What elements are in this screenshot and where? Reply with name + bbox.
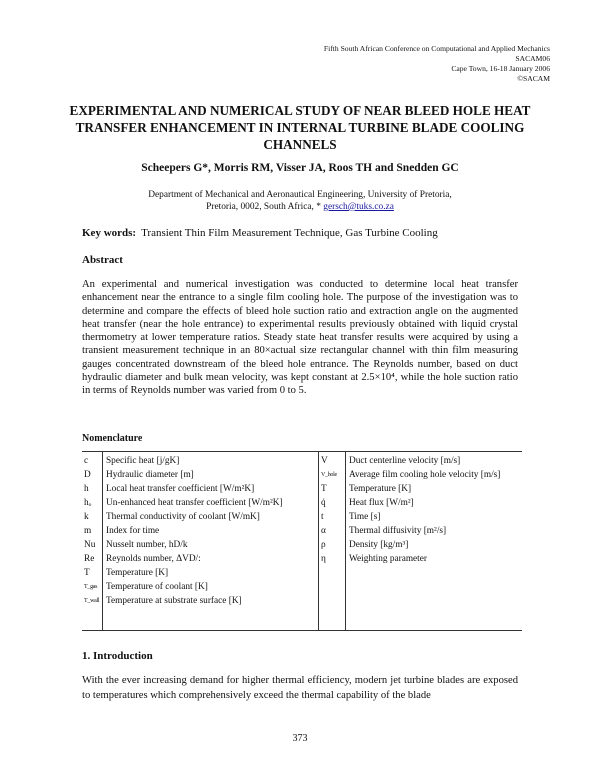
nomenclature-symbol: T_gas [84,584,98,590]
page-number: 373 [292,733,308,744]
nomenclature-symbol: m [84,526,92,536]
affiliation-line: Pretoria, 0002, South Africa, * [206,202,321,212]
nomenclature-description: Temperature [K] [106,568,169,578]
nomenclature-description: Duct centerline velocity [m/s] [349,456,461,466]
nomenclature-description: Local heat transfer coefficient [W/m²K] [106,484,255,494]
nomenclature-symbol: D [84,470,91,480]
nomenclature-symbol: h [84,484,89,494]
keywords-label: Key words: [82,227,137,239]
nomenclature-description: Temperature [K] [349,484,412,494]
nomenclature-description: Un-enhanced heat transfer coefficient [W/m²K] [106,498,283,508]
nomenclature-symbol: q̇ [321,498,326,508]
nomenclature-description: Heat flux [W/m²] [349,498,414,508]
nomenclature-symbol: V_hole [321,472,337,478]
left-symbols [84,454,102,608]
nomenclature-symbol: Nu [84,540,96,550]
right-descriptions [349,454,524,566]
nomenclature-symbol: V [321,456,328,466]
authors: Scheepers G*, Morris RM, Visser JA, Roos TH and Snedden GC [141,162,459,174]
nomenclature-description: Weighting parameter [349,554,427,564]
header-line: Fifth South African Conference on Computational and Applied Mechanics [323,44,550,53]
header-line: SACAM06 [515,54,550,63]
affiliation [60,189,540,213]
nomenclature-description: Temperature of coolant [K] [106,582,208,592]
paper-title: EXPERIMENTAL AND NUMERICAL STUDY OF NEAR BLEED HOLE HEAT TRANSFER ENHANCEMENT IN INTERNAL TURBINE BLADE COOLING CHANNELS [69,103,531,152]
nomenclature-description: Hydraulic diameter [m] [106,470,194,480]
nomenclature-description: Average film cooling hole velocity [m/s] [349,470,501,480]
nomenclature-table [82,451,522,631]
column-divider [102,452,103,630]
affiliation-line: Department of Mechanical and Aeronautical Engineering, University of Pretoria, [148,190,452,200]
email-link[interactable]: gersch@tuks.co.za [323,202,394,212]
nomenclature-description: Time [s] [349,512,381,522]
nomenclature-description: Index for time [106,526,160,536]
nomenclature-heading: Nomenclature [82,433,143,444]
nomenclature-symbol: k [84,512,89,522]
nomenclature-description: Thermal conductivity of coolant [W/mK] [106,512,260,522]
header-line: ©SACAM [517,74,550,83]
column-divider [345,452,346,630]
nomenclature-symbol: c [84,456,89,466]
nomenclature-symbol: T_wall [84,598,100,604]
introduction-heading: 1. Introduction [82,650,153,662]
nomenclature-description: Nusselt number, hD/k [106,540,188,550]
column-divider [318,452,319,630]
right-symbols [321,454,345,566]
header-line: Cape Town, 16-18 January 2006 [451,64,550,73]
introduction-text: With the ever increasing demand for higher thermal efficiency, modern jet turbine blades are exposed to temperatures which comprehensively exceed the thermal capability of the blade [82,675,518,701]
left-descriptions [106,454,316,608]
conference-header [324,44,550,84]
nomenclature-description: Temperature at substrate surface [K] [106,596,242,606]
nomenclature-symbol: hₒ [84,498,92,508]
nomenclature-description: Thermal diffusivity [m²/s] [349,526,447,536]
nomenclature-description: Density [kg/m³] [349,540,409,550]
nomenclature-symbol: α [321,526,326,536]
nomenclature-symbol: η [321,554,326,564]
keywords [82,227,438,239]
nomenclature-symbol: T [84,568,90,578]
abstract-text: An experimental and numerical investigation was conducted to determine local heat transfer enhancement near the entrance to a single film cooling hole. The purpose of the investigation was to determine and compare the effects of bleed hole suction ratio and extraction angle on the augmented heat transfer (near the hole entrance) to experimental results previously obtained with liquid crystal thermometry at lower temperature ratios. Steady state heat transfer results were acquired by using a transient measurement technique in an 80×actual size rectangular channel with thin film measuring gauges concentrated downstream of the bleed hole entrance. The Reynolds number, based on duct hydraulic diameter and bulk mean velocity, was kept constant at 2.5×10⁴, while the hole suction ratio in terms of Reynolds number was varied from 0 to 5. [82,279,518,397]
nomenclature-symbol: T [321,484,327,494]
abstract-heading: Abstract [82,254,123,266]
nomenclature-symbol: t [321,512,324,522]
nomenclature-description: Reynolds number, ΔVD/: [106,554,201,564]
keywords-text: Transient Thin Film Measurement Technique, Gas Turbine Cooling [141,227,438,239]
nomenclature-description: Specific heat [j/gK] [106,456,180,466]
nomenclature-symbol: Re [84,554,95,564]
nomenclature-symbol: ρ [321,540,326,550]
